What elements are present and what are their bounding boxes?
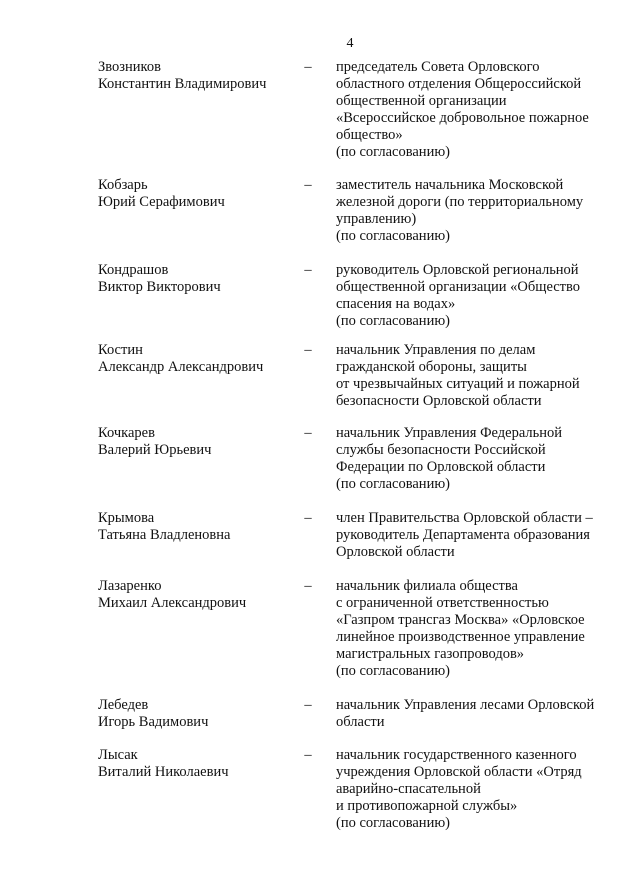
member-role: руководитель Орловской региональной общественной организации «Общество спасения на водах» (по согласованию) [336,262,581,329]
separator-dash: – [304,578,312,594]
member-name: Лазаренко Михаил Александрович [98,578,247,611]
separator-dash: – [304,177,312,193]
member-name: Кочкарев Валерий Юрьевич [98,425,212,458]
separator-dash: – [304,510,312,526]
page-number: 4 [346,36,354,51]
member-name: Крымова Татьяна Владленовна [98,510,231,543]
member-role: заместитель начальника Московской железной дороги (по территориальному управлению) (по согласованию) [336,177,584,244]
member-role: член Правительства Орловской области – руководитель Департамента образования Орловской области [336,510,593,560]
member-role: начальник Управления Федеральной службы безопасности Российской Федерации по Орловской области (по согласованию) [336,425,563,492]
separator-dash: – [304,262,312,278]
member-name: Лысак Виталий Николаевич [98,747,229,780]
member-name: Звозников Константин Владимирович [98,59,267,92]
separator-dash: – [304,697,312,713]
member-name: Лебедев Игорь Вадимович [98,697,209,730]
separator-dash: – [304,425,312,441]
separator-dash: – [304,342,312,358]
member-role: начальник Управления лесами Орловской области [336,697,595,730]
member-role: председатель Совета Орловского областного отделения Общероссийской общественной организации «Всероссийское добровольное пожарное общество» (по согласованию) [336,59,589,160]
separator-dash: – [304,747,312,763]
member-name: Кондрашов Виктор Викторович [98,262,221,295]
member-role: начальник государственного казенного учреждения Орловской области «Отряд аварийно-спасательной и противопожарной службы» (по согласованию) [336,747,582,831]
separator-dash: – [304,59,312,75]
member-role: начальник филиала общества с ограниченной ответственностью «Газпром трансгаз Москва» «Орловское линейное производственное управление магистральных газопроводов» (по согласованию) [336,578,585,679]
member-role: начальник Управления по делам гражданской обороны, защиты от чрезвычайных ситуаций и пожарной безопасности Орловской области [336,342,580,409]
member-name: Костин Александр Александрович [98,342,264,375]
member-name: Кобзарь Юрий Серафимович [98,177,225,210]
